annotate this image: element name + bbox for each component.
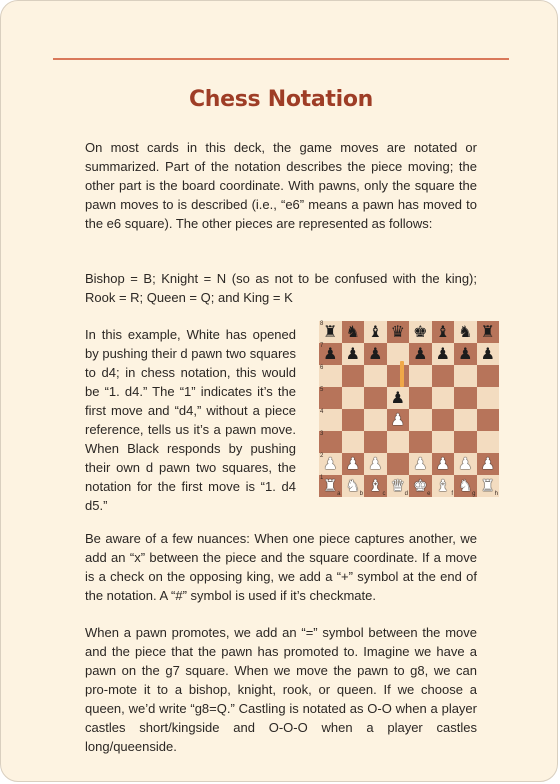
square-a3: [319, 431, 342, 453]
rank-label: 8: [320, 321, 324, 327]
header-rule: [53, 58, 509, 60]
square-d3: [387, 431, 410, 453]
black-rook-icon: ♜: [480, 322, 495, 341]
example-paragraph: In this example, White has opened by pushing their d pawn two squares to d4; in chess notation, this would be “1. d4.” The “1” indicates it’s the first move and “d4,” without a piece reference, tells us it’s a pawn move. When Black responds by pushing their own d pawn two squares, the notation for the first move is “1. d4 d5.”: [85, 327, 297, 513]
black-pawn-icon: ♟: [435, 344, 450, 363]
square-h1: [477, 475, 500, 497]
square-g5: [454, 387, 477, 409]
square-g3: [454, 431, 477, 453]
black-pawn-icon: ♟: [390, 388, 405, 407]
square-g4: [454, 409, 477, 431]
file-label: d: [404, 491, 408, 497]
chess-board-diagram: [319, 321, 499, 497]
black-pawn-icon: ♟: [458, 344, 473, 363]
square-b2: [342, 453, 365, 475]
white-pawn-icon: ♟: [458, 454, 473, 473]
square-g1: [454, 475, 477, 497]
piece-abbreviations-paragraph: Bishop = B; Knight = N (so as not to be confused with the king); Rook = R; Queen = Q; and King = K: [85, 271, 477, 305]
rank-label: 3: [320, 431, 324, 437]
square-b4: [342, 409, 365, 431]
white-pawn-icon: ♟: [435, 454, 450, 473]
square-e5: [409, 387, 432, 409]
square-b8: [342, 321, 365, 343]
square-f4: [432, 409, 455, 431]
square-b7: [342, 343, 365, 365]
black-bishop-icon: ♝: [368, 322, 383, 341]
square-a6: [319, 365, 342, 387]
square-b3: [342, 431, 365, 453]
square-g6: [454, 365, 477, 387]
square-d1: [387, 475, 410, 497]
move-arrow: [400, 361, 404, 387]
square-d8: [387, 321, 410, 343]
square-a2: [319, 453, 342, 475]
square-a7: [319, 343, 342, 365]
square-f1: [432, 475, 455, 497]
white-pawn-icon: ♟: [323, 454, 338, 473]
square-c2: [364, 453, 387, 475]
square-h5: [477, 387, 500, 409]
square-b1: [342, 475, 365, 497]
file-label: c: [382, 491, 386, 497]
square-e6: [409, 365, 432, 387]
rank-label: 1: [320, 475, 324, 481]
square-h7: [477, 343, 500, 365]
rank-label: 7: [320, 343, 324, 349]
square-a5: [319, 387, 342, 409]
black-bishop-icon: ♝: [435, 322, 450, 341]
white-pawn-icon: ♟: [413, 454, 428, 473]
white-king-icon: ♚: [413, 476, 428, 495]
white-pawn-icon: ♟: [368, 454, 383, 473]
black-king-icon: ♚: [413, 322, 428, 341]
white-bishop-icon: ♝: [368, 476, 383, 495]
black-knight-icon: ♞: [458, 322, 473, 341]
square-f8: [432, 321, 455, 343]
square-e3: [409, 431, 432, 453]
white-rook-icon: ♜: [323, 476, 338, 495]
white-pawn-icon: ♟: [390, 410, 405, 429]
black-pawn-icon: ♟: [368, 344, 383, 363]
file-label: a: [337, 491, 341, 497]
square-f3: [432, 431, 455, 453]
square-a8: [319, 321, 342, 343]
white-pawn-icon: ♟: [345, 454, 360, 473]
square-h2: [477, 453, 500, 475]
square-d7: [387, 343, 410, 365]
rank-label: 5: [320, 387, 324, 393]
black-queen-icon: ♛: [390, 322, 405, 341]
file-label: g: [472, 491, 476, 497]
square-f7: [432, 343, 455, 365]
square-b6: [342, 365, 365, 387]
square-e8: [409, 321, 432, 343]
square-g8: [454, 321, 477, 343]
square-f5: [432, 387, 455, 409]
square-e2: [409, 453, 432, 475]
square-h3: [477, 431, 500, 453]
black-knight-icon: ♞: [345, 322, 360, 341]
square-e7: [409, 343, 432, 365]
square-c8: [364, 321, 387, 343]
file-label: e: [427, 491, 431, 497]
square-c4: [364, 409, 387, 431]
square-h8: [477, 321, 500, 343]
square-c3: [364, 431, 387, 453]
black-pawn-icon: ♟: [345, 344, 360, 363]
square-f2: [432, 453, 455, 475]
black-pawn-icon: ♟: [323, 344, 338, 363]
square-d2: [387, 453, 410, 475]
square-h6: [477, 365, 500, 387]
rank-label: 2: [320, 453, 324, 459]
square-d5: [387, 387, 410, 409]
square-c6: [364, 365, 387, 387]
square-h4: [477, 409, 500, 431]
square-f6: [432, 365, 455, 387]
square-e4: [409, 409, 432, 431]
file-label: b: [359, 491, 363, 497]
square-d4: [387, 409, 410, 431]
white-queen-icon: ♛: [390, 476, 405, 495]
page-title: Chess Notation: [188, 87, 374, 112]
file-label: f: [451, 491, 453, 497]
black-rook-icon: ♜: [323, 322, 338, 341]
square-d6: [387, 365, 410, 387]
rank-label: 4: [320, 409, 324, 415]
nuances-paragraph: Be aware of a few nuances: When one piece captures another, we add an “x” between the piece and the square coordinate. If a move is a check on the opposing king, we add a “+” symbol at the end of the notation. A “#” symbol is used if it’s checkmate.: [85, 531, 477, 603]
file-label: h: [494, 491, 498, 497]
white-pawn-icon: ♟: [480, 454, 495, 473]
white-rook-icon: ♜: [480, 476, 495, 495]
square-b5: [342, 387, 365, 409]
intro-paragraph: On most cards in this deck, the game moves are notated or summarized. Part of the notation describes the piece moving; the other part is the board coordinate. With pawns, only the square the pawn moves to is described (i.e., “e6” means a pawn has moved to the e6 square). The other pieces are represented as follows:: [85, 140, 477, 231]
square-c5: [364, 387, 387, 409]
white-knight-icon: ♞: [458, 476, 473, 495]
square-g7: [454, 343, 477, 365]
square-c1: [364, 475, 387, 497]
black-pawn-icon: ♟: [480, 344, 495, 363]
square-e1: [409, 475, 432, 497]
promotion-castling-paragraph: When a pawn promotes, we add an “=” symbol between the move and the piece that the pawn has promoted to. Imagine we have a pawn on the g7 square. When we move the pawn to g8, we can pro-mote it to a bishop, knight, rook, or queen. If we choose a queen, we’d write “g8=Q.” Castling is notated as O-O when a player castles short/kingside and O-O-O when a player castles long/queenside.: [85, 625, 477, 754]
white-knight-icon: ♞: [345, 476, 360, 495]
square-c7: [364, 343, 387, 365]
square-a4: [319, 409, 342, 431]
white-bishop-icon: ♝: [435, 476, 450, 495]
square-a1: [319, 475, 342, 497]
black-pawn-icon: ♟: [413, 344, 428, 363]
rank-label: 6: [320, 365, 324, 371]
square-g2: [454, 453, 477, 475]
